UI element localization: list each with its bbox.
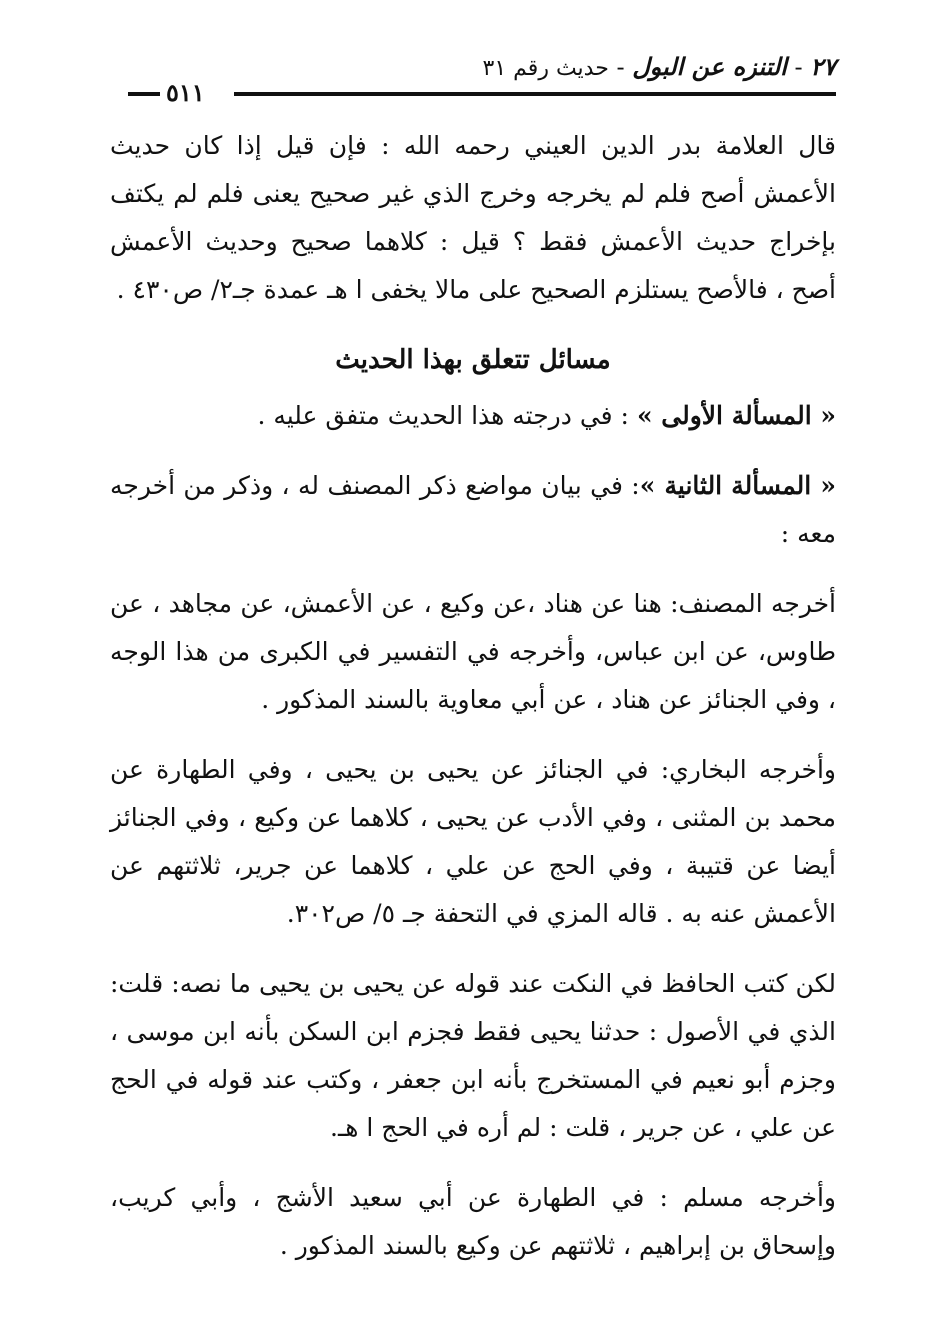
masala-second-label: « المسألة الثانية »	[639, 471, 836, 500]
paragraph-muslim: وأخرجه مسلم : في الطهارة عن أبي سعيد الأشج ، وأبي كريب، وإسحاق بن إبراهيم ، ثلاثتهم عن وكيع بالسند المذكور .	[110, 1183, 836, 1260]
chapter-title: التنزه عن البول	[632, 52, 787, 81]
paragraph-nasai: أخرجه المصنف: هنا عن هناد ،عن وكيع ، عن الأعمش، عن مجاهد ، عن طاوس، عن ابن عباس، وأخرجه في التفسير في الكبرى من هذا الوجه ، وفي الجنائز عن هناد ، عن أبي معاوية بالسند المذكور .	[110, 589, 836, 714]
chapter-number: ٢٧	[810, 52, 836, 81]
masala-first-text: : في درجته هذا الحديث متفق عليه .	[257, 401, 629, 430]
masala-first	[110, 392, 836, 440]
masala-second-text: : في بيان مواضع ذكر المصنف له ، وذكر من أخرجه معه :	[110, 471, 836, 548]
header-rule	[234, 92, 836, 96]
masala-first-label: « المسألة الأولى »	[636, 401, 836, 430]
hadith-number: حديث رقم ٣١	[482, 56, 609, 81]
page-number-dash	[128, 92, 160, 96]
page-header	[110, 40, 836, 107]
intro-paragraph: قال العلامة بدر الدين العيني رحمه الله : فإن قيل إذا كان حديث الأعمش أصح فلم لم يخرجه وخرج الذي غير صحيح يعنى فلم لم يكتف بإخراج حديث الأعمش فقط ؟ قيل : كلاهما صحيح وحديث الأعمش أصح ، فالأصح يستلزم الصحيح على مالا يخفى ا هـ عمدة جـ٢/ ص٤٣٠ .	[110, 131, 836, 304]
book-page	[110, 40, 836, 1292]
running-head: ٢٧ - التنزه عن البول - حديث رقم ٣١	[482, 52, 836, 81]
masala-second	[110, 462, 836, 558]
section-heading: مسائل تتعلق بهذا الحديث	[335, 345, 611, 375]
paragraph-hafiz-note: لكن كتب الحافظ في النكت عند قوله عن يحيى بن يحيى ما نصه: قلت: الذي في الأصول : حدثنا يحيى فقط فجزم ابن السكن بأنه ابن موسى ، وجزم أبو نعيم في المستخرج بأنه ابن جعفر ، وكتب عند قوله في الحج عن علي ، عن جرير ، قلت : لم أره في الحج ا هـ.	[110, 969, 836, 1142]
page-number: ٥١١	[166, 78, 205, 107]
paragraph-bukhari: وأخرجه البخاري: في الجنائز عن يحيى بن يحيى ، وفي الطهارة عن محمد بن المثنى ، وفي الأدب عن يحيى ، كلاهما عن وكيع ، وفي الجنائز أيضا عن قتيبة ، وفي الحج عن علي ، كلاهما عن جرير، ثلاثتهم عن الأعمش عنه به . قاله المزي في التحفة جـ ٥/ ص٣٠٢.	[110, 755, 836, 928]
